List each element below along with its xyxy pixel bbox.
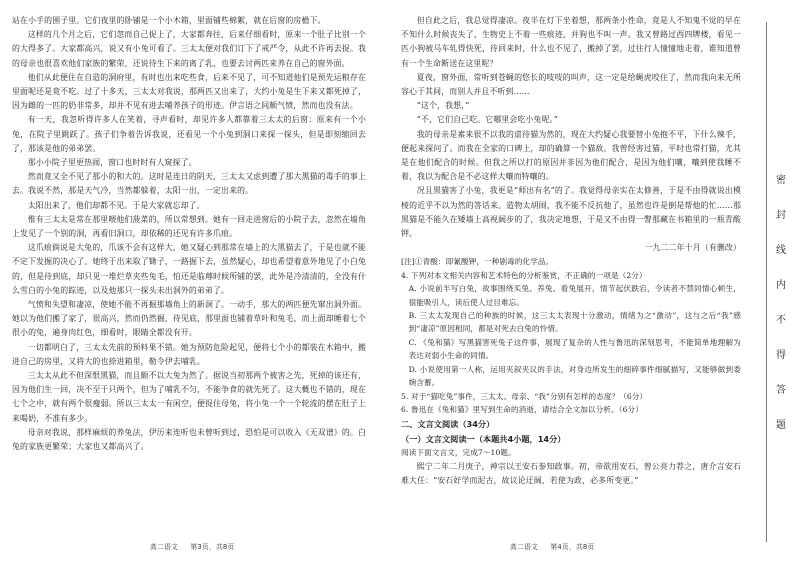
right-page xyxy=(393,0,745,561)
paragraph: 站在小手的围子里。它们夜里的卧铺是一个小木箱，里面铺些棉絮，就在后窗的房檐下。 xyxy=(12,16,326,25)
question-option: A. 小说前半写白兔，故事围绕买兔、养兔、看兔展开，情节起伏跌宕，令读者不禁同情心顿生，很能吸引人，读后使人过目难忘。 xyxy=(408,284,741,307)
seal-char: 内 xyxy=(776,275,786,292)
question-option: D. 小说使用第一人称，运用夹叙夹议的手法，对身边所发生的细碎事件细腻描写，又能够做到委婉含蓄。 xyxy=(408,364,741,388)
paragraph: 我的母亲是素来很不以我的虐待猫为然的，现在大约疑心我要替小兔抱不平，下什么辣手，便起来探问了。而我在全家的口碑上，却的确算一个猫敌。我曾经害过猫，平时也常打猫，尤其是在他们配合的时候。但我之所以打的原因并非因为他们配合，是因为他们嚷，嚷到使我睡不着，我以为配合是不必这样大嚷而特嚷的。 xyxy=(401,129,741,182)
classical-text: 熙宁二年二月庚子，神宗以王安石参知政事。初，帝欲用安石，曾公亮力荐之，唐介言安石难大任：“安石好学而泥古，故议论迂阔，若使为政，必多所变更。” xyxy=(401,461,741,485)
seal-char: 不 xyxy=(776,310,786,327)
paragraph: 太阳出来了，他们却都不见。于是大家就忘却了。 xyxy=(27,200,205,210)
footnote: [注]①青酸：即氰酸钾，一种剧毒的化学品。 xyxy=(401,257,554,267)
seal-char: 答 xyxy=(776,380,786,397)
binding-margin xyxy=(752,0,794,561)
left-page xyxy=(0,0,376,561)
paragraph: 惟有三太太是常在那里喂他们菠菜的，所以常想到。她有一回走进窗后的小院子去，忽然在墙角上发见了一个别的洞，再看旧洞口，却依稀的还见有许多爪痕。 xyxy=(12,214,366,239)
paragraph: 气愤和失望和凄凉，使她不能不再掘那墙角上的新洞了。一动手，那大的两匹便先窜出洞外面。她以为他们搬了家了，很高兴，然而仍然掘，待见底，那里面也铺着草叶和兔毛，而上面却睡着七个很小的兔，遍身肉红色，细看时，眼睛全都没有开。 xyxy=(12,300,366,338)
paragraph: 那小小院子里更热闹，窗口也时时有人窥探了。 xyxy=(27,158,197,168)
footer-page-number: 第4页，共8页 xyxy=(550,543,595,551)
footer-page-number: 第3页，共8页 xyxy=(190,543,235,551)
seal-char: 得 xyxy=(776,345,786,362)
paragraph: 三太太从此不但深恨黑猫，而且颇不以大兔为然了。据说当初那两个被害之先，死掉的该还有，因为他们生一回，决不至于只两个，但为了哺乳不匀，不能争食的就先死了。这大概也不错的，现在七个之中，就有两个很瘦弱。所以三太太一有闲空，便捉住母兔，将小兔一个一个轮流的摆在肚子上来喝奶，不准有多少。 xyxy=(12,371,366,423)
date-line: 一九二二年十月（有删改） xyxy=(644,243,741,253)
footer-subject: 高二语文 xyxy=(510,543,538,551)
page-footer xyxy=(150,541,244,551)
seal-char: 线 xyxy=(776,240,786,257)
paragraph: 一切都明白了，三太太先前的预料果不错。她为预防危险起见，便将七个小的都装在木箱中，搬进自己的房里，又将大的也捺进箱里，勒令伊去哺乳。 xyxy=(12,342,366,366)
paragraph: 母亲对我说，那样麻烦的养兔法，伊历来连听也未曾听到过，恐怕是可以收入《无双谱》的。白兔的家族更繁荣；大家也又都高兴了。 xyxy=(12,427,366,452)
seal-notice xyxy=(773,170,789,432)
paragraph: 这样的几个月之后，它们忽而自己捉上了，大家都奔往，后来仔细看时，原来一个肚子比别一个的大得多了。大家都高兴，说又有小兔可看了。三太太便对我们订下了戒严令，从此不许再去捉。我的母亲也很喜欢他们家族的繁荣，还说待生下来的离了乳，也要去讨两匹来养在自己的窗外面。 xyxy=(12,30,366,68)
instruction: 阅读下面文言文，完成7～10题。 xyxy=(401,448,516,458)
question-stem: 4. 下列对本文相关内容和艺术特色的分析鉴赏，不正确的一项是（2分） xyxy=(401,270,647,280)
paragraph: 他们从此便住在自造的洞府里，有时也出来吃些食，后来不见了，可不知道他们是预先运粮存在里面呢还是竟不吃。过了十多天，三太太对我说，那两匹又出来了，大约小兔是生下来又都死掉了，因为雌的一匹的奶非常多，却并不见有进去哺养孩子的形迹。伊言语之间颇气愤，然而也没有法。 xyxy=(12,72,366,111)
seal-char: 密 xyxy=(776,170,786,187)
question-stem: 5. 对于“猫吃兔”事件，三太太、母亲、“我”分别有怎样的态度？（6分） xyxy=(401,391,648,401)
paragraph: 有一天，我忽听得许多人在笑着，寻声看时，却见许多人都靠着三太太的后窗：原来有一个小兔，在院子里跳跃了。孩子们争着告诉我说，还看见一个小兔到洞口来探一探头，但是即刻缩回去了，那该是他的弟弟罢。 xyxy=(12,115,366,153)
question-option: C. 《兔和猫》写黑猫害死兔子这件事，展现了复杂的人性与鲁迅的深刻思考，不能简单地理解为表达对弱小生命的同情。 xyxy=(408,337,741,361)
page-footer xyxy=(510,541,604,551)
section-title: 二、文言文阅读（34分） xyxy=(401,419,495,430)
dialogue-line: “不，它们自己吃。它哪里会吃小兔呢。” xyxy=(416,115,558,125)
paragraph: 夏夜，窗外面，常听到苍蝇的悠长的吱吱的叫声，这一定是给蝇虎咬住了，然而我向来无所容心于其间，而别人并且不听到…… xyxy=(401,72,741,97)
seal-line xyxy=(766,22,767,542)
question-option: B. 三太太发现自己的种族的时候，这三太太表现十分激动，情绪为之“激动”，这与之后“我”感到“凄凉”原因相同，都是对死去白兔的怜惜。 xyxy=(408,311,741,334)
footer-subject: 高二语文 xyxy=(150,543,178,551)
subsection-title: （一）文言文阅读一（本题共4小题，14分） xyxy=(401,434,566,445)
seal-char: 封 xyxy=(776,205,786,222)
question-stem: 6. 鲁迅在《兔和猫》里写到生命的消逝，请结合全文加以分析。（6分） xyxy=(401,404,643,414)
paragraph: 况且黑猫害了小兔，我更是“师出有名”的了。我觉得母亲实在太修善，于是不由得就说出模棱的近乎不以为然的答话来。造物太胡闹，我不能不反抗他了，虽然也许是倒是帮他的忙……那黑猫是不能久在矮墙上高视阔步的了，我决定地想，于是又不由得一瞥那藏在书箱里的一瓶青酸钾。 xyxy=(401,186,741,239)
paragraph: 但自此之后，我总觉得凄凉。夜半在灯下坐着想，那两条小性命，竟是人不知鬼不觉的早在不知什么时候丧失了，生物史上不着一些痕迹，并狗也不叫一声。我又曾路过西四牌楼，看见一匹小狗被马车轧得快死，待回来时，什么也不见了，搬掉了罢，过往行人憧憧地走着，谁知道曾有一个生命断送在这里呢？ xyxy=(401,16,741,68)
seal-char: 题 xyxy=(776,415,786,432)
paragraph: 然而竟又全不见了那小的和大的。这时是连日的阴天，三太太又虑到遭了那大黑猫的毒手的事上去。我说不然，那是天气冷，当然都躲着，太阳一出，一定出来的。 xyxy=(12,172,366,196)
dialogue-line: “这个，我想，” xyxy=(416,101,470,111)
paragraph: 这爪痕倘说是大兔的，爪该不会有这样大，她又疑心到那常在墙上的大黑猫去了，于是也就不能不定下发掘的决心了。她终于出来取了锄子，一路掘下去，虽然疑心，却也希望着意外地见了小白兔的，但是待到底，却只见一堆烂草夹些兔毛，怕还是临蓐时候所铺的罢，此外是冷清清的，全没有什么雪白的小兔的踪迹，以及他那只一探头未出洞外的弟弟了。 xyxy=(12,243,366,295)
